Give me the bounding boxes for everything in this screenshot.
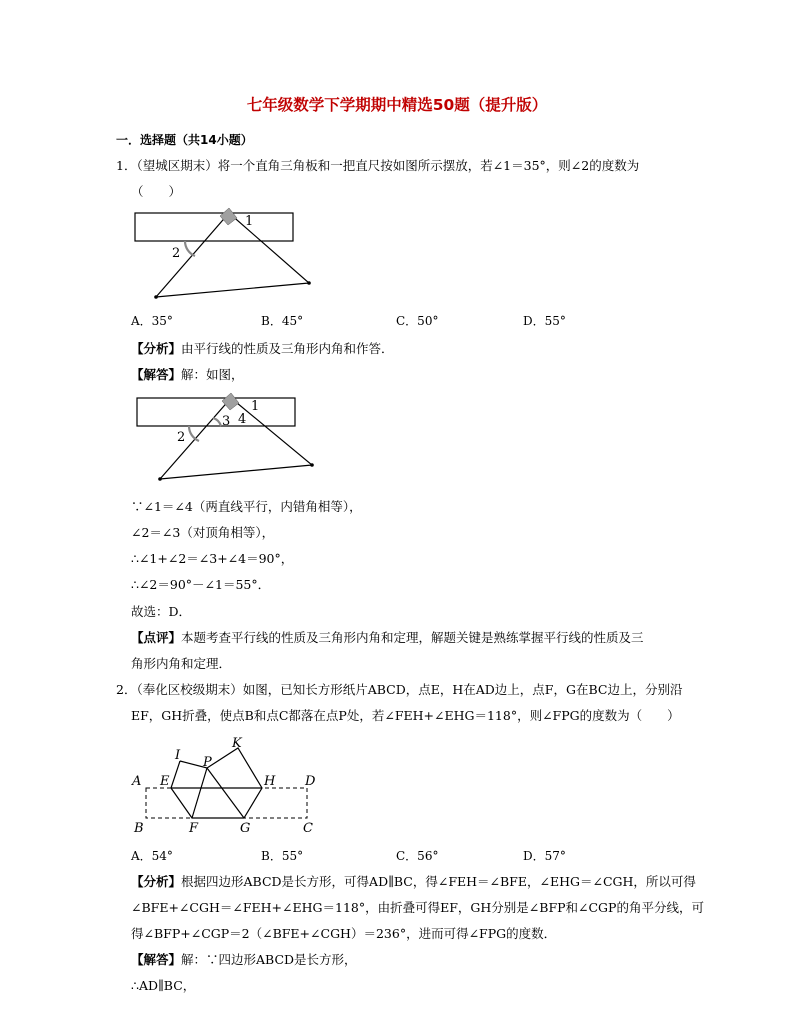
- label-g: G: [240, 821, 251, 836]
- q2-analysis-tag: 【分析】: [131, 874, 182, 889]
- q1-comment-tag: 【点评】: [131, 630, 182, 645]
- angle-2-label: 2: [172, 246, 181, 261]
- label-e: E: [160, 774, 170, 789]
- label-i: I: [175, 748, 181, 763]
- q1-option-d: D．55°: [523, 314, 566, 328]
- section-heading: 一．选择题（共14小题）: [116, 133, 253, 147]
- q2-option-d: D．57°: [523, 849, 566, 863]
- angle-2-label: 2: [177, 430, 186, 445]
- q1-stem-line1: 1．（望城区期末）将一个直角三角板和一把直尺按如图所示摆放，若∠1＝35°，则∠2的度数为: [116, 158, 640, 173]
- q1-solution-intro: 解：如图，: [181, 367, 244, 382]
- q1-stem-line2: （ ）: [131, 184, 182, 199]
- q1-comment-line2: 角形内角和定理．: [131, 656, 232, 671]
- q2-analysis-line2: ∠BFE+∠CGH＝∠FEH+∠EHG＝118°，由折叠可得EF，GH分别是∠BFP和∠CGP的角平分线，可: [131, 900, 704, 915]
- label-h: H: [264, 774, 276, 789]
- q2-options: [131, 847, 651, 865]
- q1-step-4: ∴∠2＝90°－∠1＝55°．: [131, 577, 271, 592]
- q1-step-1: ∵∠1＝∠4（两直线平行，内错角相等），: [131, 499, 362, 514]
- q2-solution-text: 解：∵四边形ABCD是长方形，: [181, 952, 357, 967]
- q2-stem-line1: 2．（奉化区校级期末）如图，已知长方形纸片ABCD，点E，H在AD边上，点F，G在BC边上，分别沿: [116, 682, 683, 697]
- q1-analysis-text: 由平行线的性质及三角形内角和作答．: [181, 341, 394, 356]
- q1-answer: 故选：D．: [131, 604, 192, 619]
- document-title: 七年级数学下学期期中精选50题（提升版）: [246, 96, 548, 114]
- q2-analysis-text: 根据四边形ABCD是长方形，可得AD∥BC，得∠FEH＝∠BFE，∠EHG＝∠CGH，所以可得: [181, 874, 696, 889]
- q1-option-c: C．50°: [396, 314, 439, 328]
- segment-pg: [207, 768, 244, 818]
- segment-pf: [192, 768, 207, 818]
- label-p: P: [203, 755, 212, 770]
- rectangle-abcd: [146, 788, 307, 818]
- q1-option-a: A．35°: [131, 314, 173, 328]
- q2-solution-tag: 【解答】: [131, 952, 182, 967]
- angle-3-label: 3: [222, 414, 231, 429]
- q1-option-b: B．45°: [261, 314, 304, 328]
- q2-option-a: A．54°: [131, 849, 173, 863]
- label-k: K: [232, 736, 242, 751]
- q1-step-3: ∴∠1+∠2＝∠3+∠4＝90°，: [131, 551, 294, 566]
- q1-step-2: ∠2＝∠3（对顶角相等），: [131, 525, 275, 540]
- q2-stem-line2: EF，GH折叠，使点B和点C都落在点P处，若∠FEH+∠EHG＝118°，则∠FPG的度数为（ ）: [131, 708, 680, 723]
- q1-comment-text: 本题考查平行线的性质及三角形内角和定理，解题关键是熟练掌握平行线的性质及三: [181, 630, 644, 645]
- q2-analysis-line3: 得∠BFP+∠CGP＝2（∠BFE+∠CGH）＝236°，进而可得∠FPG的度数．: [131, 926, 557, 941]
- q2-analysis: [131, 873, 701, 891]
- angle-1-label: 1: [251, 399, 260, 414]
- q1-solution-tag: 【解答】: [131, 367, 182, 382]
- q2-option-b: B．55°: [261, 849, 304, 863]
- label-d: D: [305, 774, 316, 789]
- q1-analysis-tag: 【分析】: [131, 341, 182, 356]
- q2-option-c: C．56°: [396, 849, 439, 863]
- q2-solution: [131, 951, 701, 969]
- label-c: C: [303, 821, 313, 836]
- q2-solution-line2: ∴AD∥BC，: [131, 978, 196, 993]
- folded-outline: [171, 748, 262, 818]
- label-b: B: [134, 821, 144, 836]
- label-f: F: [189, 821, 199, 836]
- label-a: A: [132, 774, 142, 789]
- angle-4-label: 4: [238, 412, 247, 427]
- angle-1-label: 1: [245, 214, 254, 229]
